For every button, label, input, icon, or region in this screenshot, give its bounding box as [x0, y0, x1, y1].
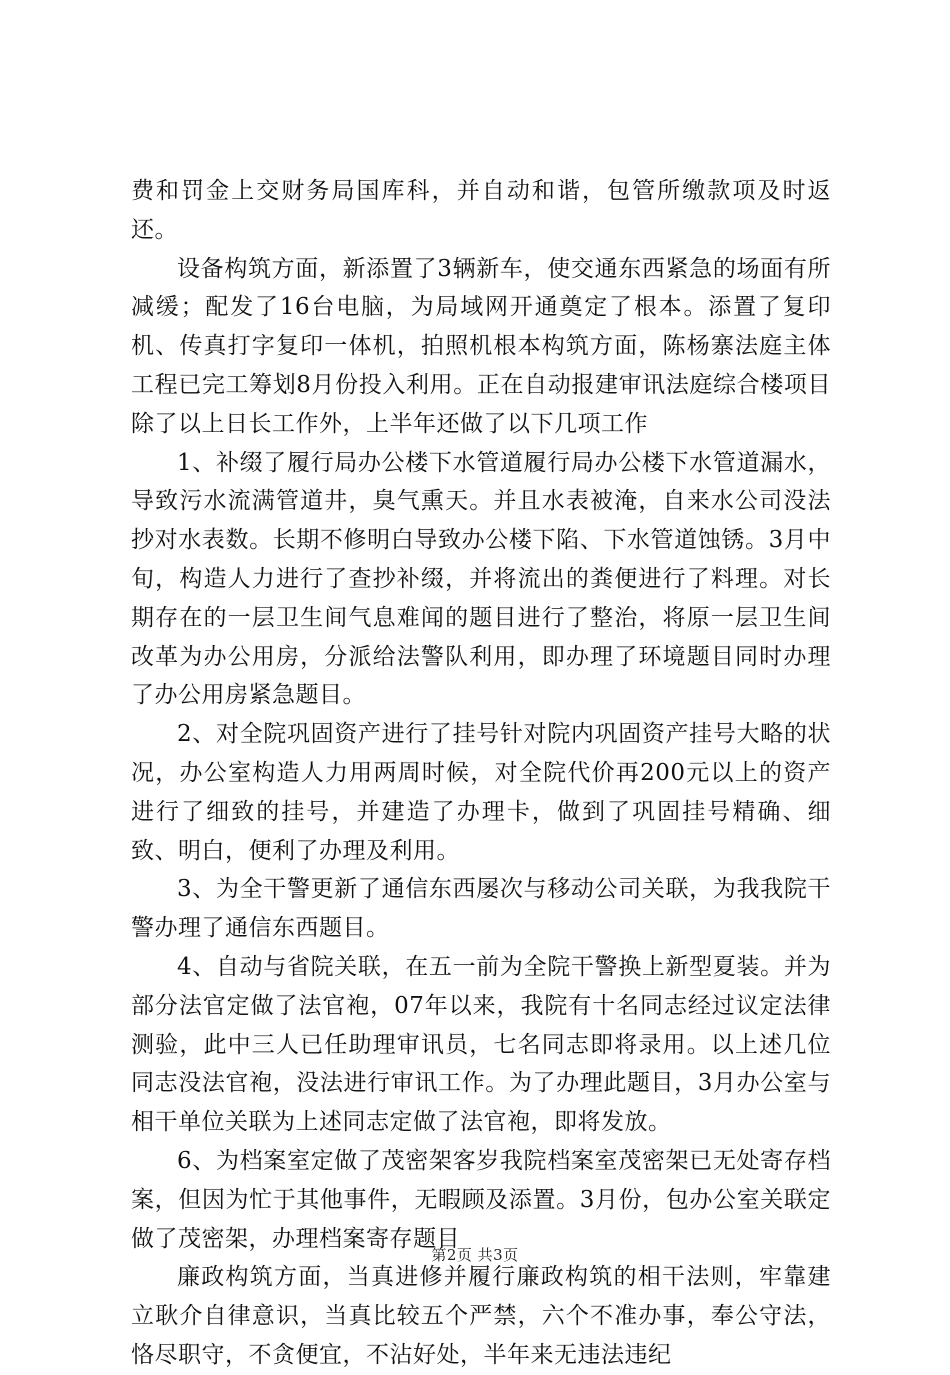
paragraph: 4、自动与省院关联，在五一前为全院干警换上新型夏装。并为部分法官定做了法官袍，07年以来，我院有十名同志经过议定法律测验，此中三人已任助理审讯员，七名同志即将录用。以上述几位同志没法官袍，没法进行审讯工作。为了办理此题目，3月办公室与相干单位关联为上述同志定做了法官袍，即将发放。	[131, 953, 831, 1136]
document-body	[131, 172, 831, 1375]
paragraph: 6、为档案室定做了茂密架客岁我院档案室茂密架已无处寄存档案，但因为忙于其他事件，无暇顾及添置。3月份，包办公室关联定做了茂密架，办理档案寄存题目	[131, 1147, 831, 1252]
page-number-footer: 第2页 共3页	[431, 1246, 519, 1264]
paragraph: 2、对全院巩固资产进行了挂号针对院内巩固资产挂号大略的状况，办公室构造人力用两周时候，对全院代价再200元以上的资产进行了细致的挂号，并建造了办理卡，做到了巩固挂号精确、细致、明白，便利了办理及利用。	[131, 721, 831, 864]
paragraph: 设备构筑方面，新添置了3辆新车，使交通东西紧急的场面有所减缓；配发了16台电脑，为局域网开通奠定了根本。添置了复印机、传真打字复印一体机，拍照机根本构筑方面，陈杨寨法庭主体工程已完工筹划8月份投入利用。正在自动报建审讯法庭综合楼项目除了以上日长工作外，上半年还做了以下几项工作	[131, 255, 831, 437]
paragraph: 1、补缀了履行局办公楼下水管道履行局办公楼下水管道漏水，导致污水流满管道井，臭气熏天。并且水表被淹，自来水公司没法抄对水表数。长期不修明白导致办公楼下陷、下水管道蚀锈。3月中旬，构造人力进行了查抄补缀，并将流出的粪便进行了料理。对长期存在的一层卫生间气息难闻的题目进行了整治，将原一层卫生间改革为办公用房，分派给法警队利用，即办理了环境题目同时办理了办公用房紧急题目。	[131, 449, 831, 709]
paragraph: 3、为全干警更新了通信东西屡次与移动公司关联，为我我院干警办理了通信东西题目。	[131, 876, 831, 942]
paragraph: 廉政构筑方面，当真进修并履行廉政构筑的相干法则，牢靠建立耿介自律意识，当真比较五个严禁，六个不准办事，奉公守法，恪尽职守，不贪便宜，不沾好处，半年来无违法违纪	[131, 1264, 831, 1368]
paragraph: 费和罚金上交财务局国库科，并自动和谐，包管所缴款项及时返还。	[131, 178, 831, 243]
